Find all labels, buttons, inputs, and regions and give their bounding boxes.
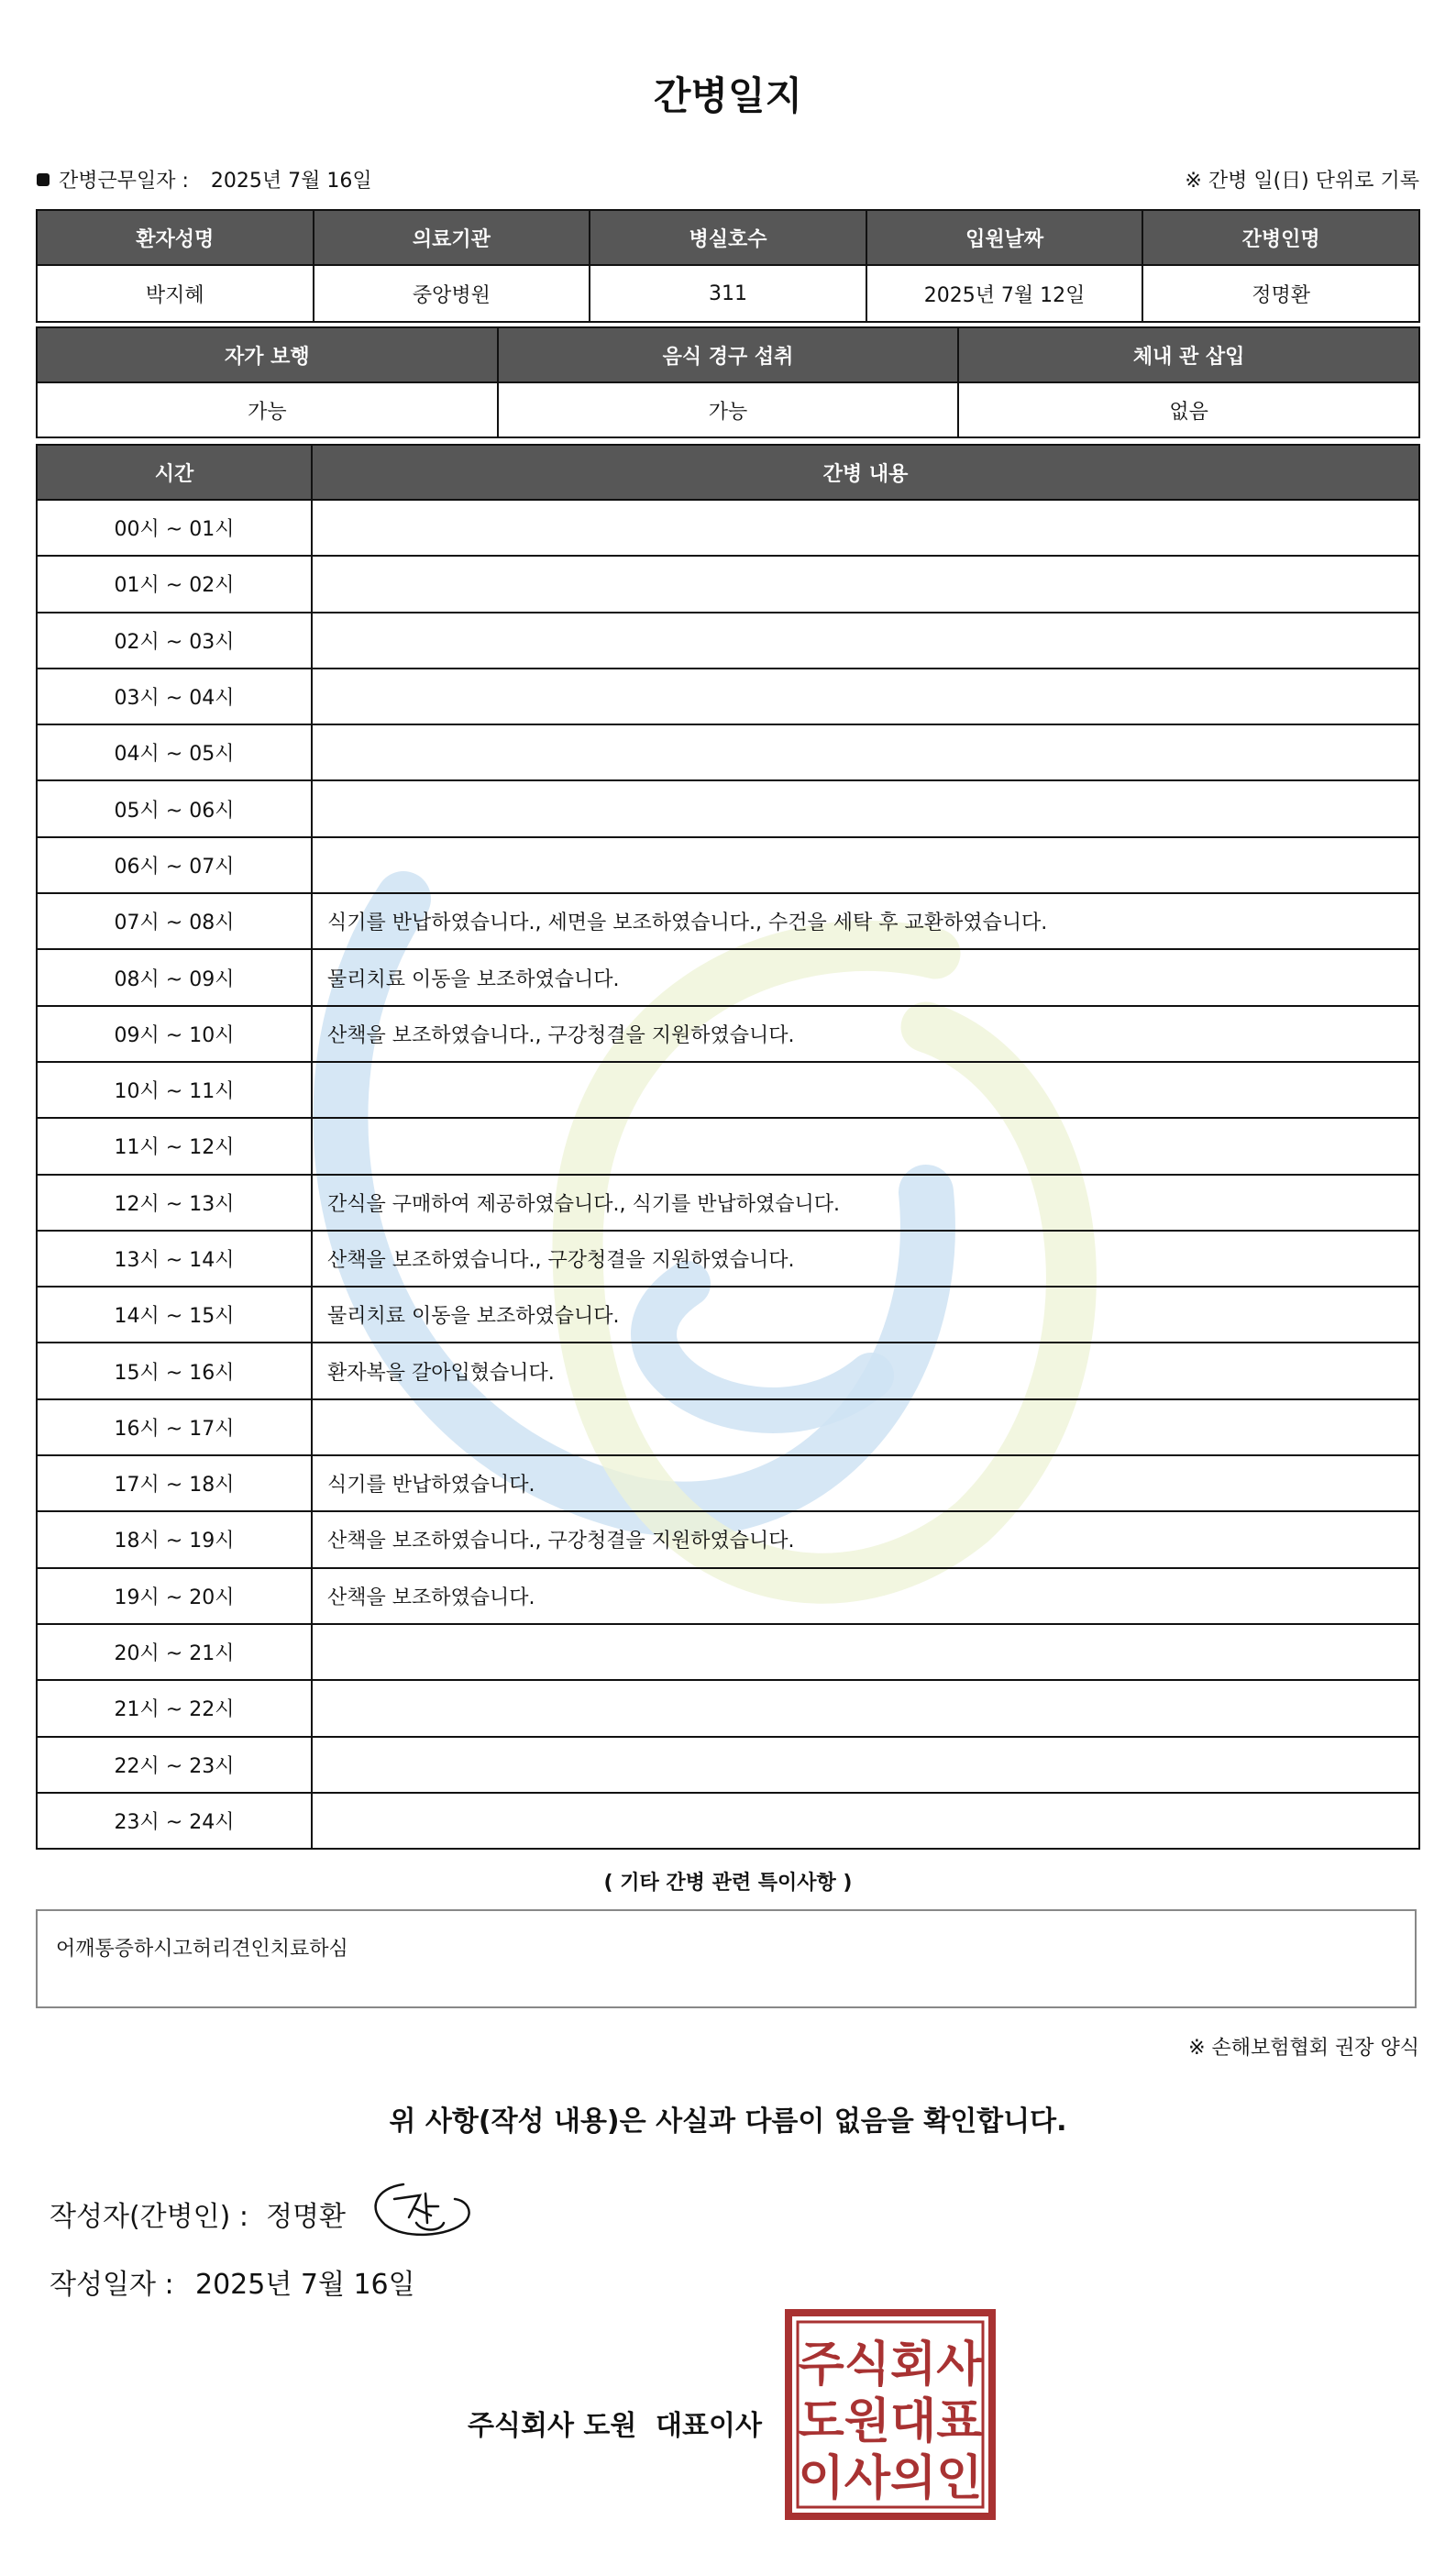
table-row	[37, 1737, 1419, 1793]
table-row	[37, 1399, 1419, 1455]
header-hospital: 의료기관	[314, 210, 590, 265]
status-info-table	[36, 326, 1420, 438]
time-cell: 01시 ~ 02시	[37, 556, 312, 612]
patient-info-table	[36, 209, 1420, 323]
care-content-cell	[312, 669, 1419, 724]
header-room: 병실호수	[590, 210, 866, 265]
time-cell: 04시 ~ 05시	[37, 724, 312, 780]
confirmation-statement: 위 사항(작성 내용)은 사실과 다름이 없음을 확인합니다.	[389, 2105, 1067, 2138]
table-row	[37, 1455, 1419, 1511]
bullet-square-icon	[37, 173, 50, 186]
table-row	[37, 556, 1419, 612]
self-walking: 가능	[37, 382, 498, 437]
time-cell: 03시 ~ 04시	[37, 669, 312, 724]
care-content-cell	[312, 1737, 1419, 1793]
table-row	[37, 1231, 1419, 1287]
write-date-value: 2025년 7월 16일	[195, 2269, 415, 2301]
header-time: 시간	[37, 445, 312, 500]
notes-content: 어깨통증하시고허리견인치료하심	[56, 1938, 348, 1961]
write-date-label: 작성일자 :	[50, 2269, 174, 2301]
work-date-line	[37, 165, 372, 193]
time-cell: 13시 ~ 14시	[37, 1231, 312, 1287]
table-row	[37, 1287, 1419, 1343]
care-content-cell	[312, 1062, 1419, 1118]
writer-name: 정명환	[266, 2201, 346, 2233]
document-title: 간병일지	[653, 73, 803, 118]
header-patient-name: 환자성명	[37, 210, 314, 265]
work-date-label: 간병근무일자 :	[59, 170, 189, 193]
care-content-cell: 식기를 반납하였습니다.	[312, 1455, 1419, 1511]
table-row	[37, 1006, 1419, 1062]
time-cell: 17시 ~ 18시	[37, 1455, 312, 1511]
time-cell: 23시 ~ 24시	[37, 1793, 312, 1849]
time-cell: 16시 ~ 17시	[37, 1399, 312, 1455]
table-row	[37, 893, 1419, 949]
time-cell: 07시 ~ 08시	[37, 893, 312, 949]
table-row	[37, 500, 1419, 556]
care-content-cell: 물리치료 이동을 보조하였습니다.	[312, 949, 1419, 1005]
care-content-cell	[312, 613, 1419, 669]
time-cell: 19시 ~ 20시	[37, 1568, 312, 1624]
time-cell: 02시 ~ 03시	[37, 613, 312, 669]
care-log-body	[37, 500, 1419, 1849]
time-cell: 06시 ~ 07시	[37, 837, 312, 893]
care-content-cell: 간식을 구매하여 제공하였습니다., 식기를 반납하였습니다.	[312, 1175, 1419, 1231]
header-care-content: 간병 내용	[312, 445, 1419, 500]
signature-image	[367, 2172, 477, 2245]
time-cell: 15시 ~ 16시	[37, 1343, 312, 1398]
time-cell: 18시 ~ 19시	[37, 1511, 312, 1567]
time-cell: 20시 ~ 21시	[37, 1624, 312, 1680]
time-cell: 12시 ~ 13시	[37, 1175, 312, 1231]
time-cell: 11시 ~ 12시	[37, 1118, 312, 1174]
table-row	[37, 1568, 1419, 1624]
form-note: ※ 손해보험협회 권장 양식	[1188, 2037, 1419, 2060]
table-row	[37, 669, 1419, 724]
header-admission-date: 입원날짜	[866, 210, 1143, 265]
seal-text-line: 도원대표	[798, 2394, 983, 2449]
patient-name: 박지혜	[37, 265, 314, 322]
seal-text-line: 주식회사	[798, 2337, 983, 2393]
seal-text-line: 이사의인	[798, 2451, 983, 2506]
care-content-cell	[312, 1680, 1419, 1736]
care-content-cell: 산책을 보조하였습니다.	[312, 1568, 1419, 1624]
header-caregiver: 간병인명	[1142, 210, 1419, 265]
oral-intake: 가능	[498, 382, 959, 437]
header-tube-insertion: 체내 관 삽입	[958, 327, 1419, 382]
table-row	[37, 1793, 1419, 1849]
writer-label: 작성자(간병인) :	[50, 2201, 248, 2233]
time-cell: 14시 ~ 15시	[37, 1287, 312, 1343]
care-content-cell	[312, 1399, 1419, 1455]
caregiver-name: 정명환	[1142, 265, 1419, 322]
care-content-cell: 환자복을 갈아입혔습니다.	[312, 1343, 1419, 1398]
care-content-cell: 산책을 보조하였습니다., 구강청결을 지원하였습니다.	[312, 1006, 1419, 1062]
care-content-cell	[312, 500, 1419, 556]
table-row	[37, 1680, 1419, 1736]
table-row	[37, 613, 1419, 669]
table-row	[37, 1624, 1419, 1680]
header-oral-intake: 음식 경구 섭취	[498, 327, 959, 382]
table-row	[37, 780, 1419, 836]
table-row	[37, 949, 1419, 1005]
table-row	[37, 1118, 1419, 1174]
time-cell: 09시 ~ 10시	[37, 1006, 312, 1062]
care-content-cell: 산책을 보조하였습니다., 구강청결을 지원하였습니다.	[312, 1511, 1419, 1567]
company-seal	[785, 2309, 996, 2520]
care-content-cell: 식기를 반납하였습니다., 세면을 보조하였습니다., 수건을 세탁 후 교환하였습니다.	[312, 893, 1419, 949]
care-log-table	[36, 444, 1420, 1850]
care-content-cell: 물리치료 이동을 보조하였습니다.	[312, 1287, 1419, 1343]
record-note: ※ 간병 일(日) 단위로 기록	[1185, 170, 1419, 193]
time-cell: 10시 ~ 11시	[37, 1062, 312, 1118]
care-content-cell	[312, 837, 1419, 893]
table-row	[37, 1343, 1419, 1398]
table-row	[37, 724, 1419, 780]
time-cell: 05시 ~ 06시	[37, 780, 312, 836]
admission-date: 2025년 7월 12일	[866, 265, 1143, 322]
header-self-walking: 자가 보행	[37, 327, 498, 382]
company-role: 대표이사	[656, 2410, 762, 2442]
notes-box	[36, 1909, 1417, 2008]
table-row	[37, 1175, 1419, 1231]
care-content-cell	[312, 724, 1419, 780]
care-content-cell	[312, 1118, 1419, 1174]
time-cell: 08시 ~ 09시	[37, 949, 312, 1005]
time-cell: 21시 ~ 22시	[37, 1680, 312, 1736]
time-cell: 00시 ~ 01시	[37, 500, 312, 556]
notes-title: ( 기타 간병 관련 특이사항 )	[603, 1872, 853, 1895]
time-cell: 22시 ~ 23시	[37, 1737, 312, 1793]
tube-insertion: 없음	[958, 382, 1419, 437]
table-row	[37, 1511, 1419, 1567]
care-content-cell	[312, 1624, 1419, 1680]
care-content-cell: 산책을 보조하였습니다., 구강청결을 지원하였습니다.	[312, 1231, 1419, 1287]
care-content-cell	[312, 780, 1419, 836]
care-content-cell	[312, 1793, 1419, 1849]
work-date-value: 2025년 7월 16일	[210, 170, 372, 193]
table-row	[37, 837, 1419, 893]
table-row	[37, 1062, 1419, 1118]
room-number: 311	[590, 265, 866, 322]
hospital: 중앙병원	[314, 265, 590, 322]
company-name: 주식회사 도원	[468, 2410, 637, 2442]
care-content-cell	[312, 556, 1419, 612]
